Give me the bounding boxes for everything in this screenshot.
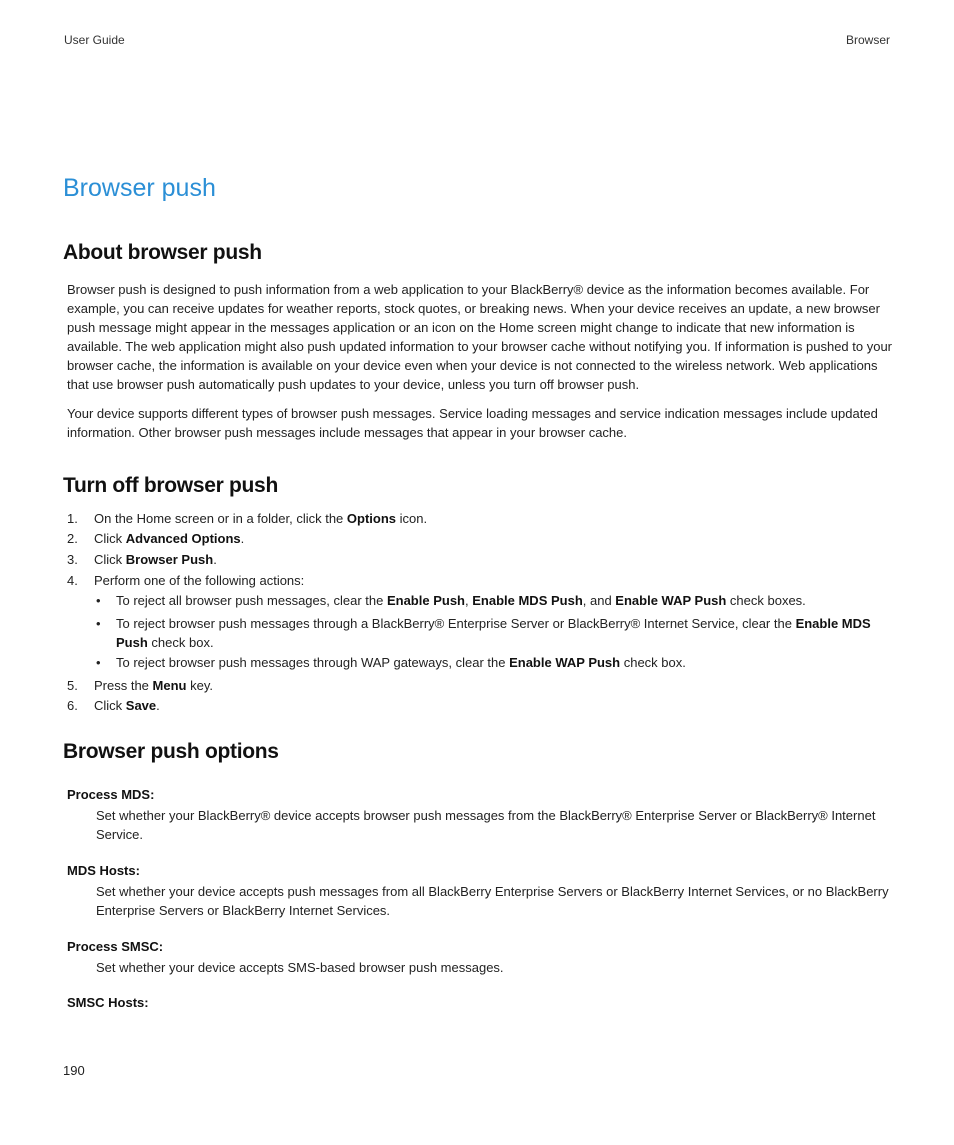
- option-term-process-mds: Process MDS:: [67, 787, 155, 802]
- step-text: Click: [94, 531, 126, 546]
- ui-term: Save: [125, 698, 157, 713]
- step-number: 4.: [67, 573, 78, 588]
- option-description-process-smsc: Set whether your device accepts SMS-based browser push messages.: [96, 960, 504, 975]
- step-number: 5.: [67, 678, 78, 693]
- step-text: key.: [186, 678, 213, 693]
- ui-term: Advanced Options: [125, 531, 241, 546]
- step-text: .: [213, 552, 217, 567]
- action-bullet-3: [96, 653, 886, 672]
- step-6: [67, 696, 160, 715]
- step-5: [67, 676, 213, 695]
- ui-term: Enable MDS Push: [472, 593, 583, 608]
- chapter-title: Browser push: [63, 174, 216, 202]
- ui-term: Enable WAP Push: [615, 593, 727, 608]
- bullet-text: To reject browser push messages through WAP gateways, clear the Enable WAP Push check box.: [116, 655, 686, 670]
- step-1: [67, 509, 427, 528]
- step-4: [67, 571, 304, 590]
- option-term-smsc-hosts: SMSC Hosts:: [67, 995, 149, 1010]
- action-bullet-1: [96, 591, 886, 610]
- ui-term: Menu: [152, 678, 187, 693]
- step-text: icon.: [396, 511, 428, 526]
- bullet-text: To reject browser push messages through a BlackBerry® Enterprise Server or BlackBerry® Internet Service, clear the Enable MDS Push check box.: [116, 616, 871, 650]
- running-header-chapter: Browser: [845, 33, 890, 47]
- ui-term: Enable Push: [386, 593, 465, 608]
- bullet-text: To reject all browser push messages, clear the Enable Push, Enable MDS Push, and Enable WAP Push check boxes.: [116, 593, 806, 608]
- option-description-mds-hosts: Set whether your device accepts push messages from all BlackBerry Enterprise Servers or BlackBerry Internet Services, or no BlackBerry Enterprise Servers or BlackBerry Internet Services.: [96, 884, 889, 918]
- step-2: [67, 529, 244, 548]
- step-text: .: [240, 531, 245, 546]
- section-heading-options: Browser push options: [63, 740, 279, 763]
- step-number: 3.: [67, 552, 78, 567]
- step-number: 6.: [67, 698, 78, 713]
- running-header-guide-title: User Guide: [64, 33, 125, 47]
- section-heading-turn-off: Turn off browser push: [63, 474, 278, 497]
- about-paragraph-2: Your device supports different types of browser push messages. Service loading messages and service indication messages include updated information. Other browser push messages include messages that appear in your browser cache.: [67, 406, 878, 440]
- page-number: 190: [63, 1063, 85, 1078]
- action-bullet-2: [96, 614, 886, 652]
- ui-term: Options: [346, 511, 397, 526]
- option-description-process-mds: Set whether your BlackBerry® device accepts browser push messages from the BlackBerry® Enterprise Server or BlackBerry® Internet Service.: [96, 808, 876, 842]
- ui-term: Enable WAP Push: [509, 655, 621, 670]
- bullet-marker: •: [96, 655, 101, 670]
- step-text: Click: [94, 698, 126, 713]
- step-text: Perform one of the following actions:: [94, 573, 305, 588]
- step-3: [67, 550, 217, 569]
- step-text: On the Home screen or in a folder, click the: [94, 511, 347, 526]
- option-term-mds-hosts: MDS Hosts:: [67, 863, 140, 878]
- ui-term: Browser Push: [125, 552, 214, 567]
- step-text: Press the: [94, 678, 153, 693]
- ui-term: Enable MDS Push: [116, 616, 871, 650]
- bullet-marker: •: [96, 616, 101, 631]
- option-term-process-smsc: Process SMSC:: [67, 939, 164, 954]
- step-number: 2.: [67, 531, 78, 546]
- step-text: Click: [94, 552, 126, 567]
- section-heading-about: About browser push: [63, 241, 262, 264]
- about-paragraph-1: Browser push is designed to push information from a web application to your BlackBerry® device as the information becomes available. For example, you can receive updates for weather reports, stock quotes, or breaking news. When your device receives an update, a new browser push message might appear in the messages application or an icon on the Home screen might change to indicate that new information is available. The web application might also push updated information to your browser cache without notifying you. If information is pushed to your browser cache, the information is available on your device even when your device is not connected to the wireless network. Web applications that use browser push automatically push updates to your device, unless you turn off browser push.: [67, 282, 893, 392]
- step-number: 1.: [67, 511, 78, 526]
- bullet-marker: •: [96, 593, 101, 608]
- step-text: .: [156, 698, 160, 713]
